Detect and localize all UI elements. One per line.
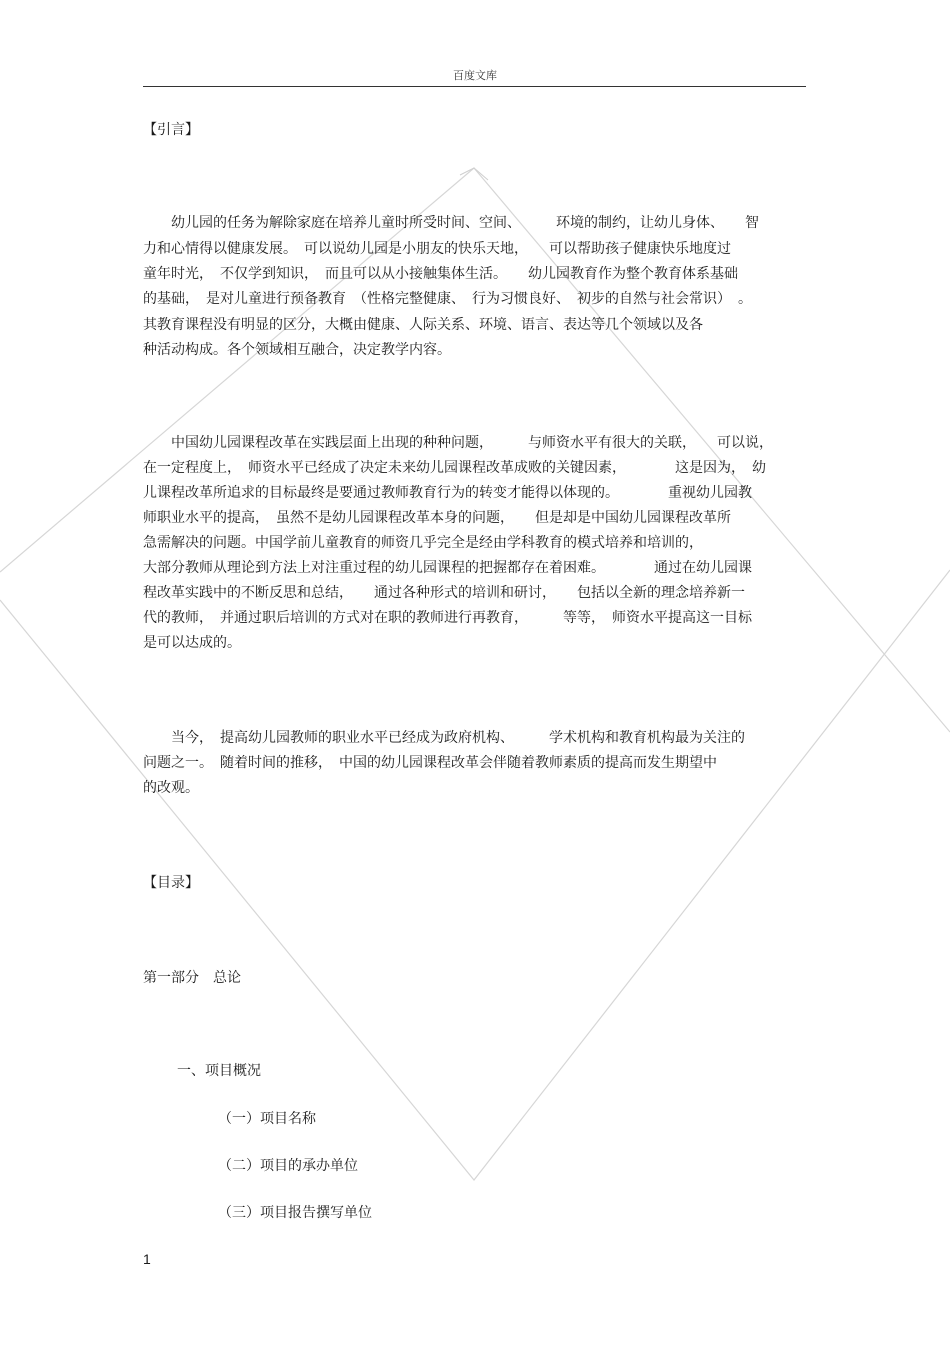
toc-item: （二）项目的承办单位 xyxy=(218,1158,358,1174)
text-line: 是可以达成的。 xyxy=(143,635,241,651)
text-line: 种活动构成。各个领域相互融合，决定教学内容。 xyxy=(143,342,451,358)
toc-item: （一）项目名称 xyxy=(218,1111,316,1127)
toc-part: 第一部分 总论 xyxy=(143,970,241,986)
text-line: 的改观。 xyxy=(143,780,199,796)
text-line: 程改革实践中的不断反思和总结， 通过各种形式的培训和研讨， 包括以全新的理念培养新一 xyxy=(143,585,745,601)
header-title: 百度文库 xyxy=(453,69,497,82)
text-line: 中国幼儿园课程改革在实践层面上出现的种种问题， 与师资水平有很大的关联， 可以说， xyxy=(143,435,773,451)
text-line: 的基础， 是对儿童进行预备教育 （性格完整健康、 行为习惯良好、 初步的自然与社会常识） 。 xyxy=(143,291,752,307)
text-line: 师职业水平的提高， 虽然不是幼儿园课程改革本身的问题， 但是却是中国幼儿园课程改革所 xyxy=(143,510,731,526)
text-line: 儿课程改革所追求的目标最终是要通过教师教育行为的转变才能得以体现的。 重视幼儿园教 xyxy=(143,485,752,501)
intro-heading: 【引言】 xyxy=(143,122,199,138)
text-line: 幼儿园的任务为解除家庭在培养儿童时所受时间、空间、 环境的制约，让幼儿身体、 智 xyxy=(143,215,759,231)
text-line: 当今， 提高幼儿园教师的职业水平已经成为政府机构、 学术机构和教育机构最为关注的 xyxy=(143,730,745,746)
toc-section: 一、项目概况 xyxy=(177,1063,261,1079)
text-line: 大部分教师从理论到方法上对注重过程的幼儿园课程的把握都存在着困难。 通过在幼儿园课 xyxy=(143,560,752,576)
toc-item: （三）项目报告撰写单位 xyxy=(218,1205,372,1221)
text-line: 童年时光， 不仅学到知识， 而且可以从小接触集体生活。 幼儿园教育作为整个教育体系基础 xyxy=(143,266,738,282)
header-divider xyxy=(143,86,806,87)
text-line: 代的教师， 并通过职后培训的方式对在职的教师进行再教育， 等等， 师资水平提高这一目标 xyxy=(143,610,752,626)
text-line: 力和心情得以健康发展。 可以说幼儿园是小朋友的快乐天地， 可以帮助孩子健康快乐地度过 xyxy=(143,241,731,257)
toc-heading: 【目录】 xyxy=(143,875,199,891)
text-line: 问题之一。 随着时间的推移， 中国的幼儿园课程改革会伴随着教师素质的提高而发生期望中 xyxy=(143,755,717,771)
text-line: 急需解决的问题。中国学前儿童教育的师资几乎完全是经由学科教育的模式培养和培训的， xyxy=(143,535,703,551)
page-number: 1 xyxy=(143,1251,151,1267)
text-line: 在一定程度上， 师资水平已经成了决定未来幼儿园课程改革成败的关键因素， 这是因为， 幼 xyxy=(143,460,766,476)
text-line: 其教育课程没有明显的区分，大概由健康、人际关系、环境、语言、表达等几个领域以及各 xyxy=(143,317,703,333)
